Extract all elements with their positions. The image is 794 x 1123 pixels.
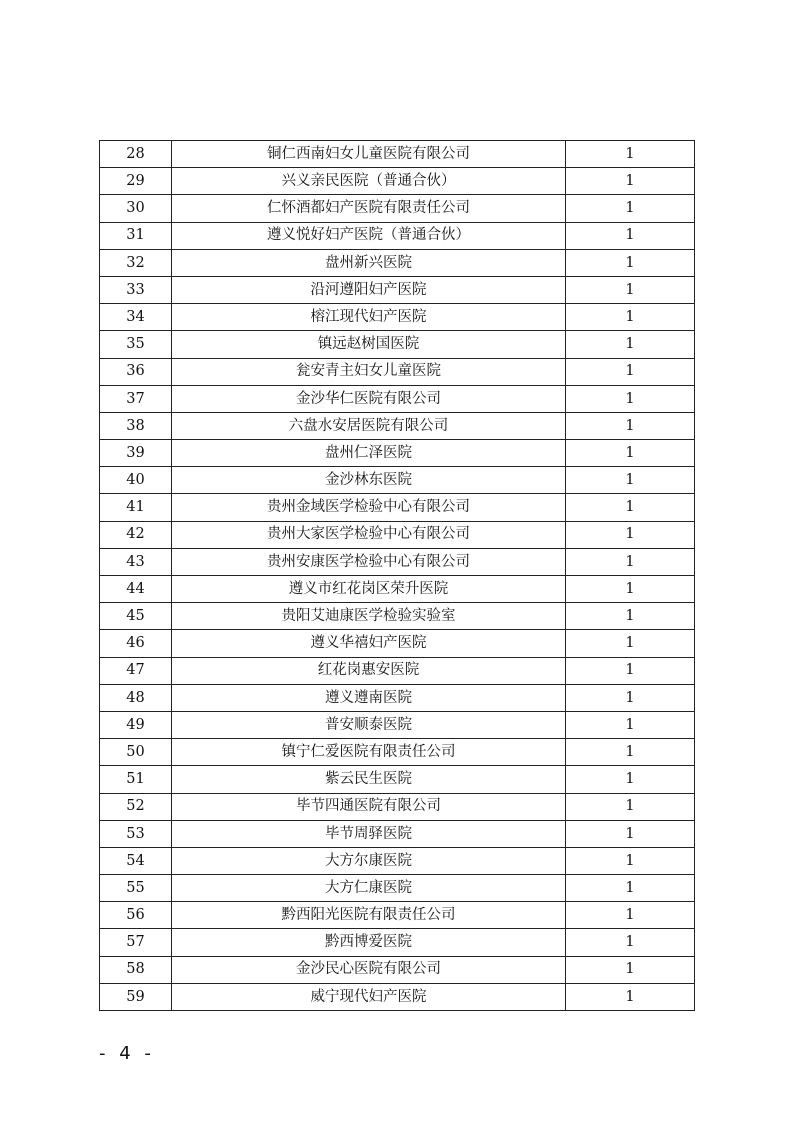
table-row [100,847,695,874]
hospital-name-cell: 威宁现代妇产医院 [172,983,566,1010]
hospital-name-cell: 毕节周驿医院 [172,820,566,847]
table-row [100,141,695,168]
hospital-name-cell: 盘州新兴医院 [172,249,566,276]
table-row [100,711,695,738]
row-number-cell: 50 [100,739,172,766]
count-cell: 1 [566,766,695,793]
row-number-cell: 43 [100,548,172,575]
count-cell: 1 [566,739,695,766]
count-cell: 1 [566,847,695,874]
table-row [100,983,695,1010]
hospital-name-cell: 大方尔康医院 [172,847,566,874]
table-row [100,467,695,494]
hospital-name-cell: 遵义华禧妇产医院 [172,630,566,657]
hospital-name-cell: 遵义悦好妇产医院（普通合伙） [172,222,566,249]
count-cell: 1 [566,793,695,820]
count-cell: 1 [566,875,695,902]
table-row [100,548,695,575]
row-number-cell: 49 [100,711,172,738]
row-number-cell: 37 [100,385,172,412]
count-cell: 1 [566,440,695,467]
row-number-cell: 39 [100,440,172,467]
row-number-cell: 53 [100,820,172,847]
hospital-name-cell: 仁怀酒都妇产医院有限责任公司 [172,195,566,222]
row-number-cell: 45 [100,603,172,630]
row-number-cell: 54 [100,847,172,874]
row-number-cell: 36 [100,358,172,385]
table-row [100,929,695,956]
row-number-cell: 32 [100,249,172,276]
row-number-cell: 29 [100,168,172,195]
count-cell: 1 [566,983,695,1010]
row-number-cell: 46 [100,630,172,657]
count-cell: 1 [566,630,695,657]
table-row [100,684,695,711]
table-row [100,358,695,385]
row-number-cell: 48 [100,684,172,711]
hospital-name-cell: 瓮安青主妇女儿童医院 [172,358,566,385]
table-row [100,249,695,276]
row-number-cell: 28 [100,141,172,168]
count-cell: 1 [566,222,695,249]
hospital-list-table [99,140,695,1011]
count-cell: 1 [566,358,695,385]
count-cell: 1 [566,141,695,168]
hospital-name-cell: 黔西阳光医院有限责任公司 [172,902,566,929]
count-cell: 1 [566,276,695,303]
table-row [100,739,695,766]
count-cell: 1 [566,494,695,521]
hospital-name-cell: 遵义市红花岗区荣升医院 [172,576,566,603]
count-cell: 1 [566,249,695,276]
table-row [100,385,695,412]
hospital-name-cell: 金沙华仁医院有限公司 [172,385,566,412]
count-cell: 1 [566,956,695,983]
hospital-name-cell: 贵州安康医学检验中心有限公司 [172,548,566,575]
hospital-name-cell: 六盘水安居医院有限公司 [172,412,566,439]
table-row [100,276,695,303]
table-row [100,331,695,358]
row-number-cell: 44 [100,576,172,603]
hospital-name-cell: 红花岗惠安医院 [172,657,566,684]
table-row [100,440,695,467]
hospital-name-cell: 大方仁康医院 [172,875,566,902]
count-cell: 1 [566,576,695,603]
page-number: - 4 - [99,1043,155,1064]
table-row [100,603,695,630]
count-cell: 1 [566,548,695,575]
hospital-name-cell: 镇远赵树国医院 [172,331,566,358]
count-cell: 1 [566,820,695,847]
row-number-cell: 55 [100,875,172,902]
row-number-cell: 38 [100,412,172,439]
table-row [100,766,695,793]
count-cell: 1 [566,467,695,494]
table-row [100,168,695,195]
table-row [100,576,695,603]
hospital-name-cell: 贵州大家医学检验中心有限公司 [172,521,566,548]
count-cell: 1 [566,521,695,548]
row-number-cell: 35 [100,331,172,358]
hospital-name-cell: 金沙民心医院有限公司 [172,956,566,983]
hospital-name-cell: 普安顺泰医院 [172,711,566,738]
table-row [100,793,695,820]
row-number-cell: 31 [100,222,172,249]
table-row [100,304,695,331]
count-cell: 1 [566,603,695,630]
count-cell: 1 [566,929,695,956]
row-number-cell: 51 [100,766,172,793]
count-cell: 1 [566,168,695,195]
row-number-cell: 33 [100,276,172,303]
count-cell: 1 [566,657,695,684]
table-row [100,657,695,684]
row-number-cell: 59 [100,983,172,1010]
count-cell: 1 [566,412,695,439]
hospital-name-cell: 紫云民生医院 [172,766,566,793]
table-row [100,956,695,983]
count-cell: 1 [566,385,695,412]
row-number-cell: 47 [100,657,172,684]
row-number-cell: 34 [100,304,172,331]
hospital-name-cell: 镇宁仁爱医院有限责任公司 [172,739,566,766]
hospital-name-cell: 黔西博爱医院 [172,929,566,956]
count-cell: 1 [566,902,695,929]
hospital-name-cell: 贵州金域医学检验中心有限公司 [172,494,566,521]
table-row [100,902,695,929]
hospital-name-cell: 遵义遵南医院 [172,684,566,711]
table-body [100,141,695,1011]
row-number-cell: 52 [100,793,172,820]
row-number-cell: 40 [100,467,172,494]
hospital-name-cell: 沿河遵阳妇产医院 [172,276,566,303]
row-number-cell: 30 [100,195,172,222]
hospital-name-cell: 贵阳艾迪康医学检验实验室 [172,603,566,630]
table-row [100,412,695,439]
row-number-cell: 42 [100,521,172,548]
row-number-cell: 41 [100,494,172,521]
count-cell: 1 [566,711,695,738]
hospital-name-cell: 兴义亲民医院（普通合伙） [172,168,566,195]
hospital-name-cell: 盘州仁泽医院 [172,440,566,467]
table-row [100,521,695,548]
row-number-cell: 57 [100,929,172,956]
table-row [100,875,695,902]
table-row [100,222,695,249]
count-cell: 1 [566,331,695,358]
hospital-name-cell: 榕江现代妇产医院 [172,304,566,331]
row-number-cell: 58 [100,956,172,983]
hospital-name-cell: 铜仁西南妇女儿童医院有限公司 [172,141,566,168]
table-row [100,494,695,521]
row-number-cell: 56 [100,902,172,929]
count-cell: 1 [566,684,695,711]
table-row [100,630,695,657]
hospital-name-cell: 金沙林东医院 [172,467,566,494]
table-row [100,195,695,222]
count-cell: 1 [566,195,695,222]
count-cell: 1 [566,304,695,331]
hospital-name-cell: 毕节四通医院有限公司 [172,793,566,820]
table-row [100,820,695,847]
